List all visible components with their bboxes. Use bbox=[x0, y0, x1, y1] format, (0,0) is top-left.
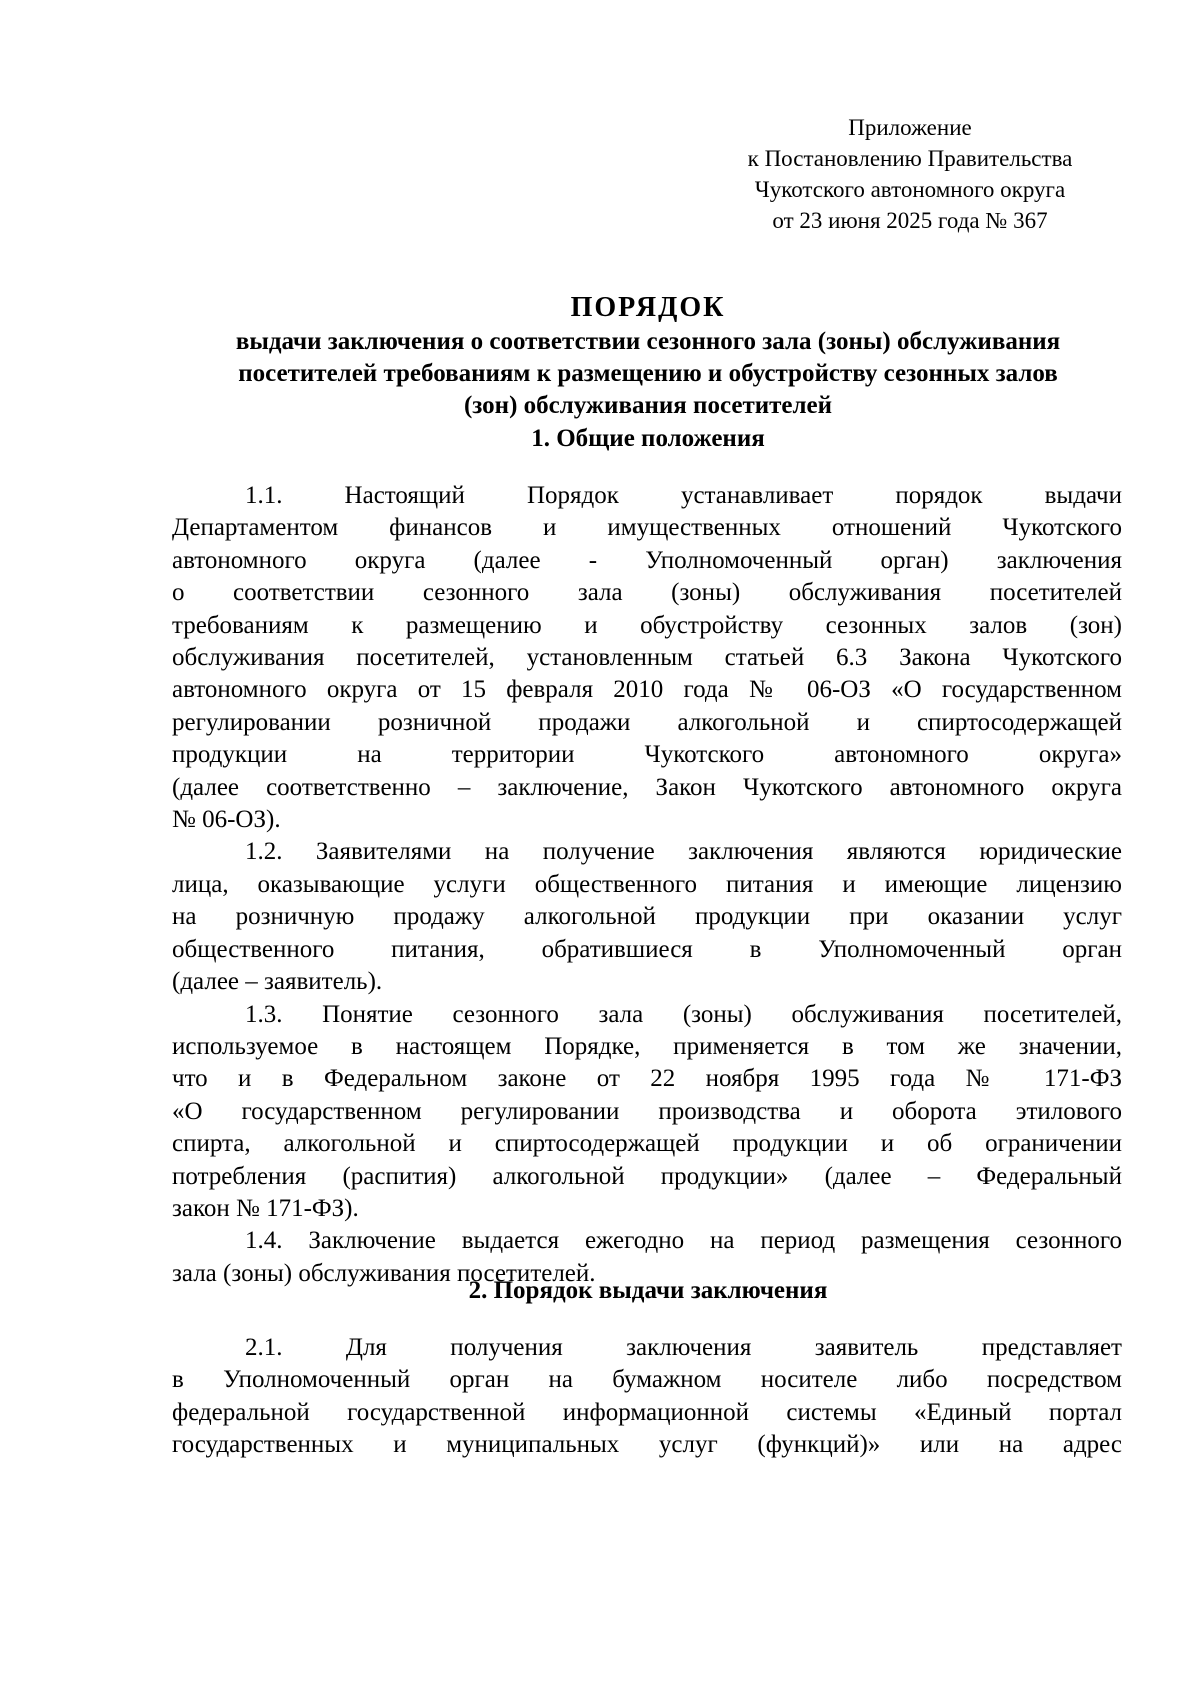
appendix-line: Приложение bbox=[848, 115, 972, 140]
paragraph-line: продукции на территории Чукотского автономного округа» bbox=[172, 741, 1122, 769]
appendix-line: Чукотского автономного округа bbox=[754, 177, 1066, 202]
paragraph-line: зала (зоны) обслуживания посетителей. bbox=[172, 1259, 596, 1287]
subtitle-line: посетителей требованиям к размещению и обустройству сезонных залов bbox=[238, 360, 1058, 387]
paragraph-line: используемое в настоящем Порядке, применяется в том же значении, bbox=[172, 1032, 1122, 1060]
paragraph-line: федеральной государственной информационной системы «Единый портал bbox=[172, 1398, 1122, 1426]
subtitle-line: выдачи заключения о соответствии сезонного зала (зоны) обслуживания bbox=[235, 328, 1061, 355]
paragraph-line: лица, оказывающие услуги общественного питания и имеющие лицензию bbox=[172, 870, 1122, 898]
paragraph-line: 1.4. Заключение выдается ежегодно на период размещения сезонного bbox=[245, 1227, 1122, 1255]
paragraph-line: закон № 171-ФЗ). bbox=[172, 1194, 359, 1222]
paragraph-line: потребления (распития) алкогольной продукции» (далее – Федеральный bbox=[172, 1162, 1122, 1190]
paragraph-line: 1.3. Понятие сезонного зала (зоны) обслуживания посетителей, bbox=[245, 1000, 1122, 1028]
paragraph-line: что и в Федеральном законе от 22 ноября 1995 года № 171-ФЗ bbox=[172, 1065, 1122, 1093]
appendix-line: от 23 июня 2025 года № 367 bbox=[772, 208, 1048, 233]
section-2-body bbox=[172, 1332, 1122, 1462]
section-1-heading: 1. Общие положения bbox=[531, 425, 765, 452]
paragraph-line: Департаментом финансов и имущественных отношений Чукотского bbox=[172, 514, 1122, 542]
paragraph-line: 1.1. Настоящий Порядок устанавливает порядок выдачи bbox=[245, 482, 1122, 509]
paragraph-line: автономного округа от 15 февраля 2010 года № 06-ОЗ «О государственном bbox=[172, 676, 1122, 704]
section-2-heading: 2. Порядок выдачи заключения bbox=[468, 1277, 828, 1304]
paragraph-line: (далее соответственно – заключение, Закон Чукотского автономного округа bbox=[172, 773, 1122, 801]
document-subtitle bbox=[168, 326, 1128, 422]
paragraph-line: государственных и муниципальных услуг (функций)» или на адрес bbox=[172, 1431, 1122, 1459]
paragraph-line: 2.1. Для получения заключения заявитель представляет bbox=[245, 1334, 1122, 1361]
subtitle-line: (зон) обслуживания посетителей bbox=[463, 392, 833, 419]
paragraph-line: общественного питания, обратившиеся в Уполномоченный орган bbox=[172, 935, 1122, 963]
paragraph-line: (далее – заявитель). bbox=[172, 968, 383, 996]
paragraph-line: обслуживания посетителей, установленным статьей 6.3 Закона Чукотского bbox=[172, 644, 1122, 672]
section-1-body bbox=[172, 480, 1122, 1290]
paragraph-line: на розничную продажу алкогольной продукции при оказании услуг bbox=[172, 903, 1122, 931]
paragraph-line: № 06-ОЗ). bbox=[172, 806, 281, 834]
appendix-header bbox=[700, 112, 1120, 236]
paragraph-line: спирта, алкогольной и спиртосодержащей продукции и об ограничении bbox=[172, 1130, 1122, 1158]
paragraph-line: в Уполномоченный орган на бумажном носителе либо посредством bbox=[172, 1366, 1122, 1394]
appendix-line: к Постановлению Правительства bbox=[747, 146, 1073, 171]
paragraph-line: требованиям к размещению и обустройству сезонных залов (зон) bbox=[172, 611, 1122, 639]
paragraph-line: автономного округа (далее - Уполномоченный орган) заключения bbox=[172, 546, 1122, 574]
paragraph-line: 1.2. Заявителями на получение заключения являются юридические bbox=[245, 838, 1122, 866]
paragraph-line: регулировании розничной продажи алкогольной и спиртосодержащей bbox=[172, 708, 1122, 736]
document-title: ПОРЯДОК bbox=[570, 292, 726, 323]
paragraph-line: «О государственном регулировании производства и оборота этилового bbox=[172, 1097, 1122, 1125]
paragraph-line: о соответствии сезонного зала (зоны) обслуживания посетителей bbox=[172, 579, 1122, 607]
